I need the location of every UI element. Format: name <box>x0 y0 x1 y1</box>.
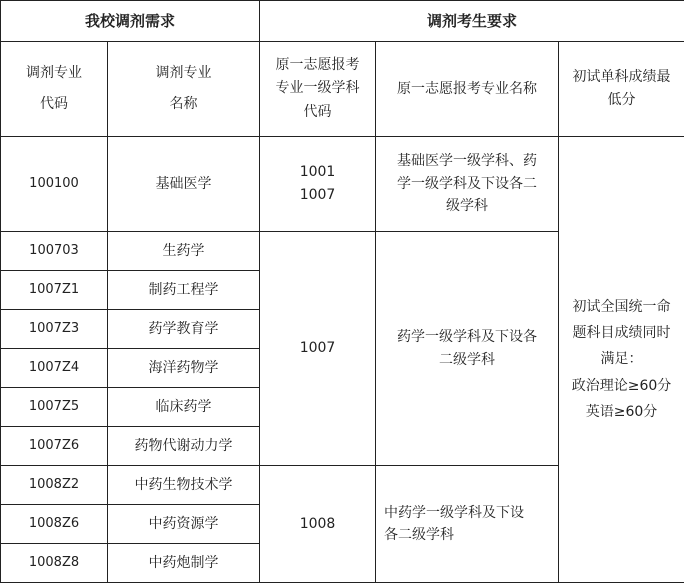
major-name: 中药炮制学 <box>108 544 260 583</box>
major-name: 制药工程学 <box>108 271 260 310</box>
header-col-code: 调剂专业 代码 <box>1 42 108 137</box>
orig-subject-name: 药学一级学科及下设各 二级学科 <box>376 232 559 466</box>
orig-subject-code: 1007 <box>260 232 376 466</box>
orig-subject-name: 基础医学一级学科、药 学一级学科及下设各二 级学科 <box>376 137 559 232</box>
orig-subject-code: 1001 1007 <box>260 137 376 232</box>
header-col-name: 调剂专业 名称 <box>108 42 260 137</box>
major-code: 1008Z2 <box>1 466 108 505</box>
major-code: 1007Z1 <box>1 271 108 310</box>
major-name: 基础医学 <box>108 137 260 232</box>
major-code: 100703 <box>1 232 108 271</box>
major-name: 中药资源学 <box>108 505 260 544</box>
header-candidate-requirements: 调剂考生要求 <box>260 1 684 42</box>
major-code: 1007Z3 <box>1 310 108 349</box>
major-code: 1008Z8 <box>1 544 108 583</box>
major-code: 1007Z6 <box>1 427 108 466</box>
major-code: 100100 <box>1 137 108 232</box>
major-name: 中药生物技术学 <box>108 466 260 505</box>
header-col-orig-code: 原一志愿报考 专业一级学科 代码 <box>260 42 376 137</box>
header-col-min-score: 初试单科成绩最 低分 <box>559 42 684 137</box>
major-name: 临床药学 <box>108 388 260 427</box>
major-code: 1008Z6 <box>1 505 108 544</box>
orig-subject-name: 中药学一级学科及下设 各二级学科 <box>376 466 559 583</box>
major-name: 药物代谢动力学 <box>108 427 260 466</box>
header-school-needs: 我校调剂需求 <box>1 1 260 42</box>
major-name: 海洋药物学 <box>108 349 260 388</box>
major-code: 1007Z5 <box>1 388 108 427</box>
header-col-orig-name: 原一志愿报考专业名称 <box>376 42 559 137</box>
score-conditions: 初试全国统一命 题科目成绩同时 满足： 政治理论≥60分 英语≥60分 <box>559 137 684 583</box>
major-code: 1007Z4 <box>1 349 108 388</box>
major-name: 药学教育学 <box>108 310 260 349</box>
orig-subject-code: 1008 <box>260 466 376 583</box>
major-name: 生药学 <box>108 232 260 271</box>
